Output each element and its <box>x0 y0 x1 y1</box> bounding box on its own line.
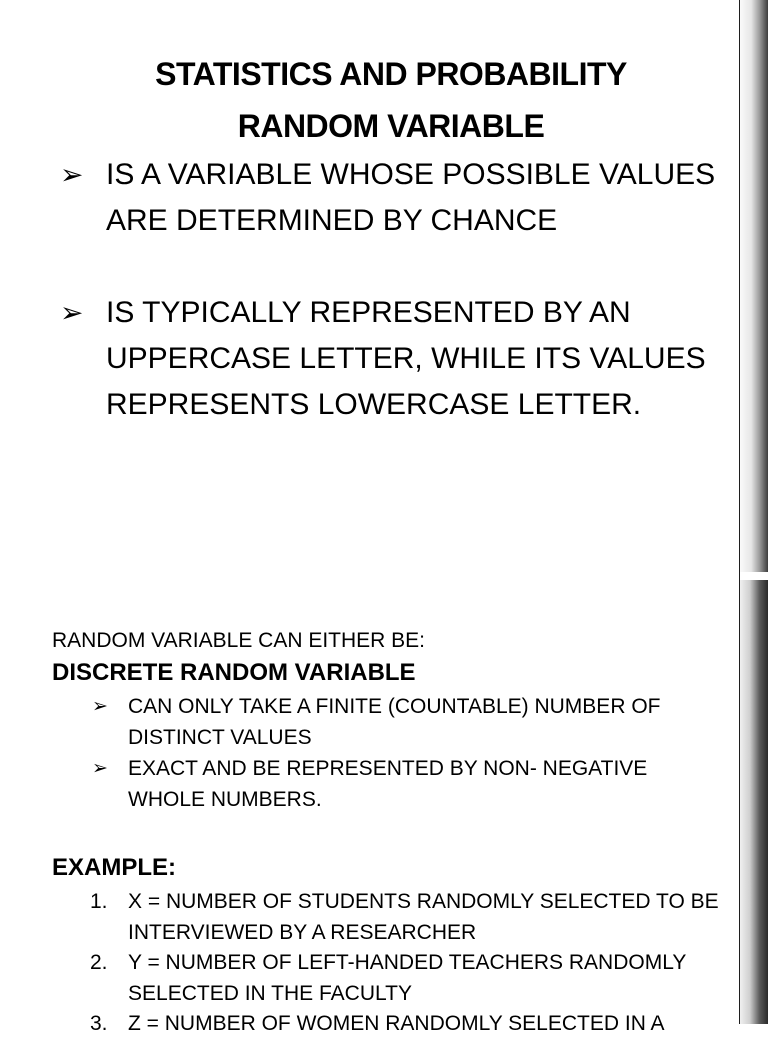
section-heading-discrete: DISCRETE RANDOM VARIABLE <box>52 659 416 686</box>
arrow-bullet-icon: ➢ <box>92 758 108 779</box>
example-text: Z = NUMBER OF WOMEN RANDOMLY SELECTED IN A <box>128 1012 665 1035</box>
definition-text-1: IS A VARIABLE WHOSE POSSIBLE VALUES ARE DETERMINED BY CHANCE <box>106 158 716 237</box>
page-subtitle: RANDOM VARIABLE <box>237 108 545 144</box>
example-number: 1. <box>90 890 108 913</box>
edge-gap <box>740 572 768 580</box>
arrow-bullet-icon: ➢ <box>60 297 84 328</box>
section-heading-example: EXAMPLE: <box>52 854 177 881</box>
next-page-edge <box>740 0 768 1024</box>
definition-text-2: IS TYPICALLY REPRESENTED BY AN UPPERCASE LETTER, WHILE ITS VALUES REPRESENTS LOWERCASE LETTER. <box>106 296 706 421</box>
intro-text: RANDOM VARIABLE CAN EITHER BE: <box>52 629 426 652</box>
discrete-point-text-2: EXACT AND BE REPRESENTED BY NON- NEGATIVE WHOLE NUMBERS. <box>128 757 648 811</box>
arrow-bullet-icon: ➢ <box>60 159 84 190</box>
example-text: Y = NUMBER OF LEFT-HANDED TEACHERS RANDOMLY SELECTED IN THE FACULTY <box>128 951 686 1005</box>
page-title: STATISTICS AND PROBABILITY <box>155 56 627 92</box>
example-number: 3. <box>90 1012 108 1035</box>
discrete-point-text-1: CAN ONLY TAKE A FINITE (COUNTABLE) NUMBER OF DISTINCT VALUES <box>128 695 661 749</box>
arrow-bullet-icon: ➢ <box>92 696 108 717</box>
example-number: 2. <box>90 951 108 974</box>
edge-lower-panel <box>740 580 768 1024</box>
example-text: X = NUMBER OF STUDENTS RANDOMLY SELECTED TO BE INTERVIEWED BY A RESEARCHER <box>128 890 719 944</box>
